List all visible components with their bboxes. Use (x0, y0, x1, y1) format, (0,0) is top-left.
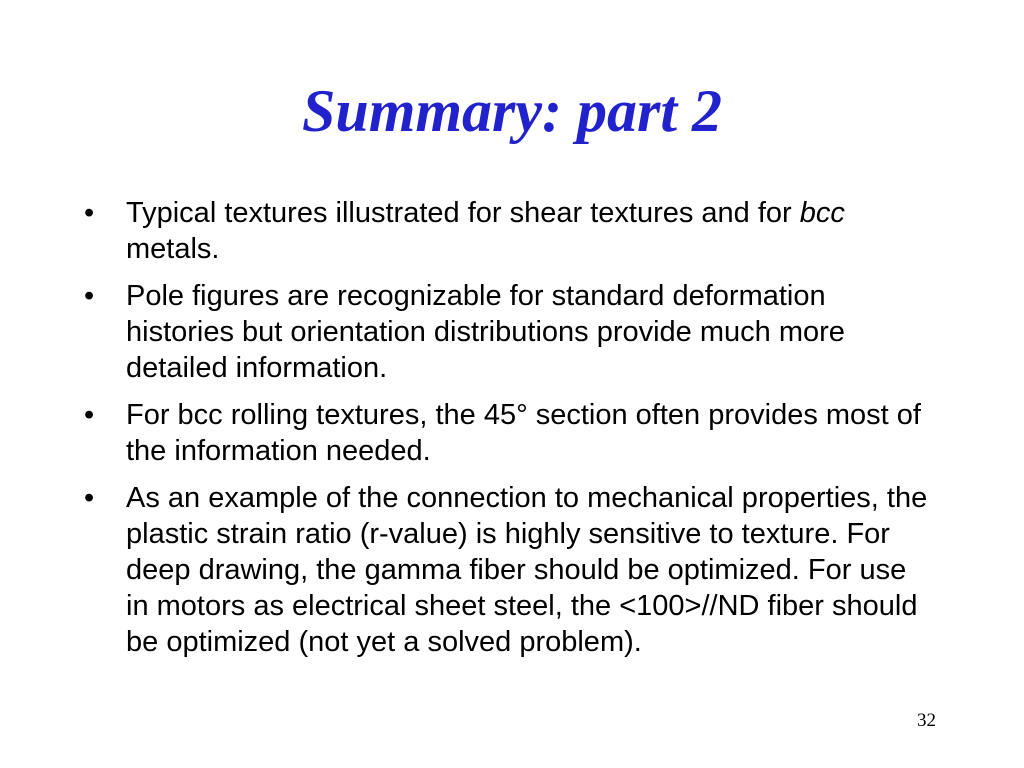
bullet-list (84, 195, 934, 671)
bullet-icon: • (84, 280, 95, 312)
slide-title: Summary: part 2 (301, 78, 723, 144)
bullet-item-mechanical-properties (84, 480, 934, 660)
bullet-text-part: Typical textures illustrated for shear textures and for (126, 197, 800, 229)
bullet-icon: • (84, 399, 95, 431)
bullet-text-part: metals. (126, 233, 220, 265)
bullet-item-textures (84, 195, 934, 267)
page-number: 32 (917, 710, 936, 731)
bullet-item-pole-figures (84, 278, 934, 386)
bullet-item-bcc-rolling (84, 397, 934, 469)
bullet-icon: • (84, 197, 95, 229)
bullet-text: Pole figures are recognizable for standard deformation histories but orientation distributions provide much more detailed information. (126, 280, 845, 384)
bullet-emphasis: bcc (799, 197, 845, 229)
bullet-text: As an example of the connection to mechanical properties, the plastic strain ratio (r-value) is highly sensitive to texture. For deep drawing, the gamma fiber should be optimized. For use in motors as electrical sheet steel, the <100>//ND fiber should be optimized (not yet a solved problem). (126, 482, 928, 658)
bullet-text: For bcc rolling textures, the 45° section often provides most of the information needed. (126, 399, 921, 467)
bullet-icon: • (84, 482, 95, 514)
